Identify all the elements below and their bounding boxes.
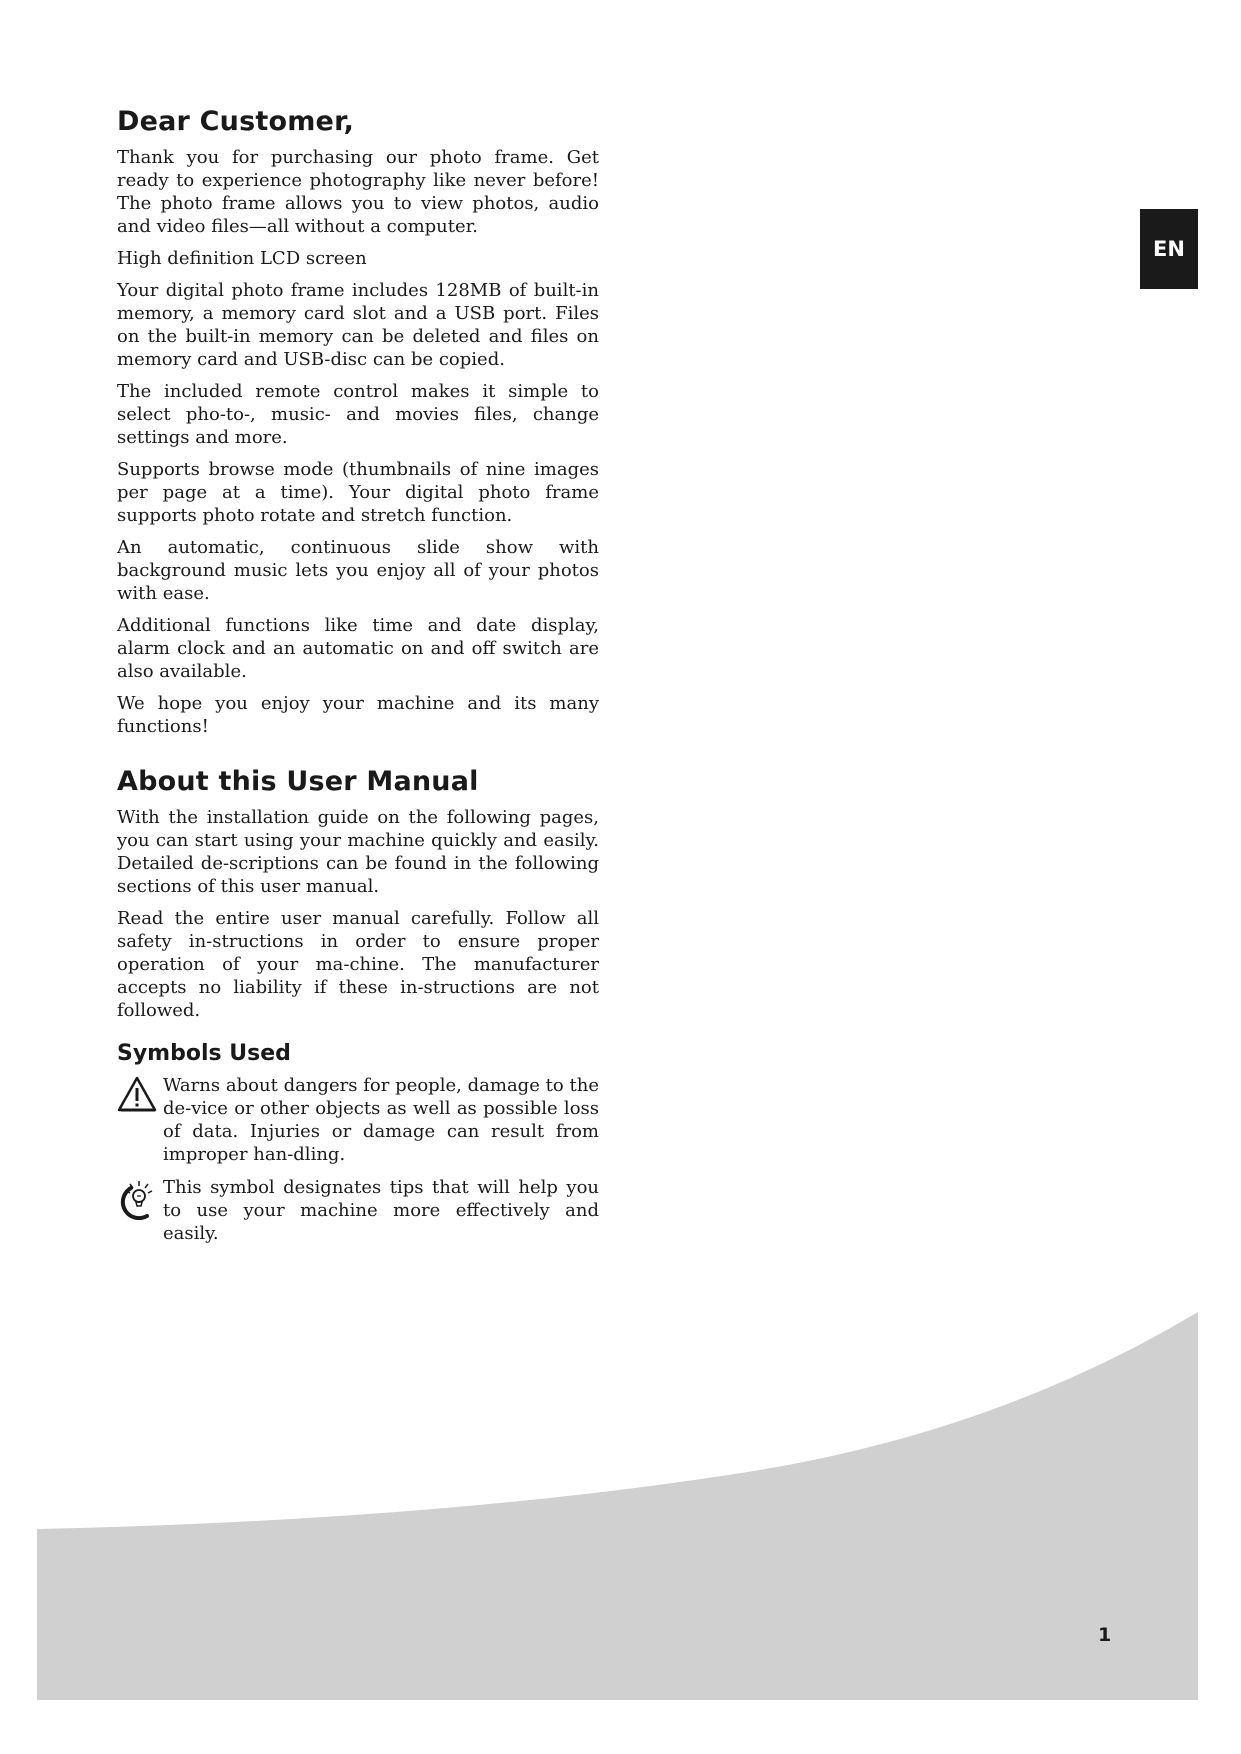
content-column: [117, 104, 599, 1255]
paragraph: An automatic, continuous slide show with background music lets you enjoy all of your photos with ease.: [117, 537, 599, 604]
language-tab: [1140, 209, 1198, 289]
gray-swoosh-shape: [37, 1312, 1198, 1700]
warning-triangle-icon: [117, 1074, 163, 1116]
language-tab-label: EN: [1153, 237, 1185, 261]
paragraph: Additional functions like time and date display, alarm clock and an automatic on and off switch are also available.: [117, 615, 599, 682]
about-manual-heading: About this User Manual: [117, 766, 479, 797]
paragraph: Your digital photo frame includes 128MB of built-in memory, a memory card slot and a USB port. Files on the built-in memory can be deleted and files on memory card and USB-disc can be copied.: [117, 280, 599, 370]
warning-symbol-row: [117, 1074, 599, 1166]
lightbulb-tip-icon: [117, 1176, 163, 1224]
symbols-used-heading: Symbols Used: [117, 1041, 291, 1066]
paragraph: Read the entire user manual carefully. Follow all safety in-structions in order to ensure proper operation of your ma-chine. The manufacturer accepts no liability if these in-structions are not followed.: [117, 908, 599, 1021]
tip-symbol-text: This symbol designates tips that will help you to use your machine more effectively and easily.: [163, 1177, 599, 1244]
warning-symbol-text: Warns about dangers for people, damage to the de-vice or other objects as well as possible loss of data. Injuries or damage can result from improper han-dling.: [163, 1075, 599, 1165]
paragraph: With the installation guide on the following pages, you can start using your machine quickly and easily. Detailed de-scriptions can be found in the following sections of this user manual.: [117, 807, 599, 897]
dear-customer-heading: Dear Customer,: [117, 106, 355, 137]
paragraph: Supports browse mode (thumbnails of nine images per page at a time). Your digital photo frame supports photo rotate and stretch function.: [117, 459, 599, 526]
paragraph: The included remote control makes it simple to select pho-to-, music- and movies files, change settings and more.: [117, 381, 599, 448]
tip-symbol-row: [117, 1176, 599, 1245]
paragraph: Thank you for purchasing our photo frame. Get ready to experience photography like never before! The photo frame allows you to view photos, audio and video files—all without a computer.: [117, 147, 599, 237]
paragraph: We hope you enjoy your machine and its many functions!: [117, 693, 599, 737]
paragraph: High definition LCD screen: [117, 248, 367, 269]
page-number: 1: [1098, 1624, 1112, 1646]
